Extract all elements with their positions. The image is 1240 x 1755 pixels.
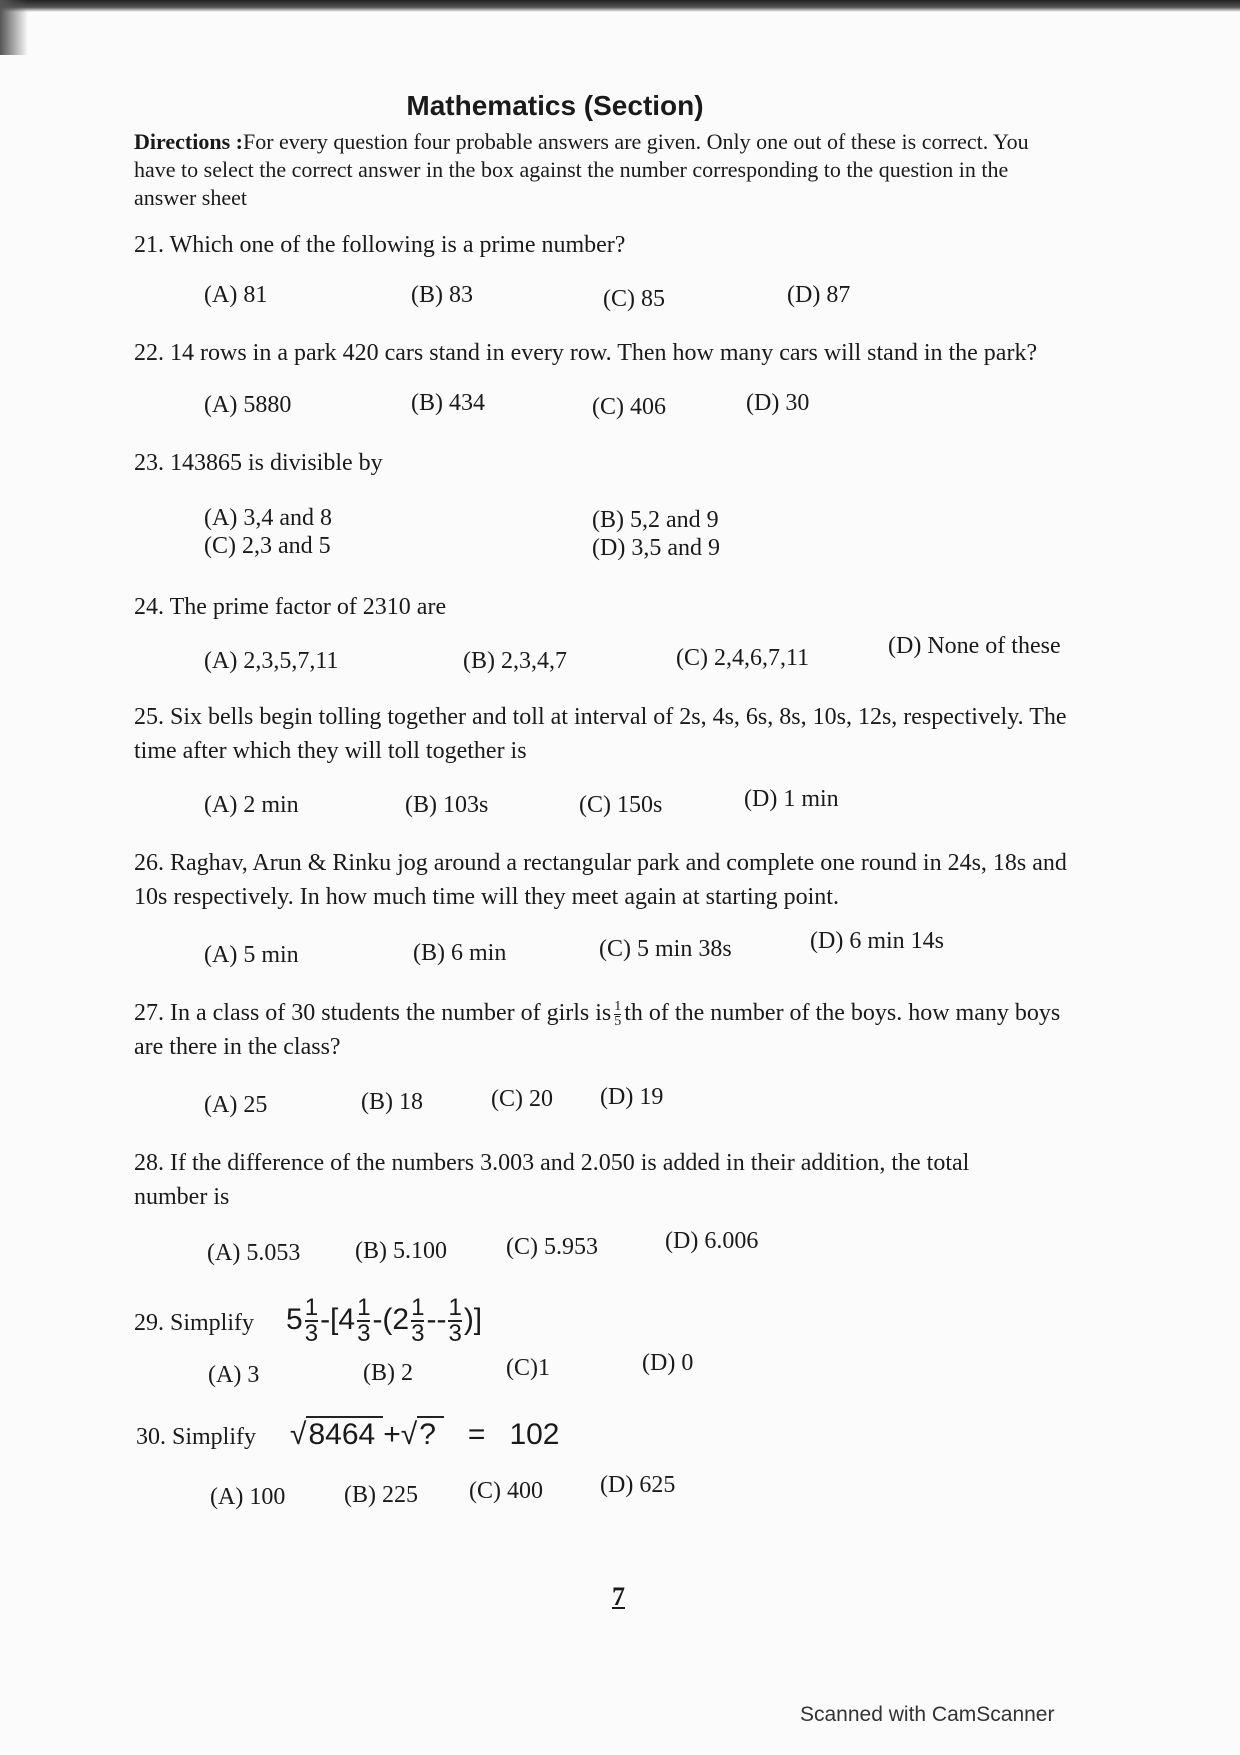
fraction [411, 1296, 424, 1346]
denominator: 3 [304, 1320, 319, 1347]
option: (A) 2,3,5,7,11 [204, 648, 339, 674]
option: (D) 625 [600, 1472, 676, 1498]
option: (C) 20 [491, 1086, 553, 1112]
directions-label: Directions : [134, 129, 243, 154]
numerator: 1 [614, 998, 622, 1014]
option: (B) 5,2 and 9 [592, 507, 719, 533]
denominator: 3 [411, 1320, 425, 1347]
scan-edge [0, 0, 28, 55]
option: (D) None of these [888, 633, 1061, 659]
result: 102 [509, 1418, 560, 1451]
option: (B) 434 [411, 390, 485, 416]
option: (C) 2,3 and 5 [204, 533, 331, 559]
option: (D) 3,5 and 9 [592, 535, 720, 561]
question-22: 22. 14 rows in a park 420 cars stand in every row. Then how many cars will stand in the park? [134, 340, 1038, 366]
option: (C) 5.953 [506, 1234, 598, 1260]
question-text: 27. In a class of 30 students the number of girls is [134, 1000, 612, 1026]
numerator: 1 [411, 1294, 425, 1321]
directions-text: For every question four probable answers are given. Only one out of these is correct. You have to select the correct answer in the box against the number corresponding to the question in the answer sheet [134, 129, 1029, 210]
option: (B) 5.100 [355, 1238, 447, 1264]
option: (A) 81 [204, 282, 268, 308]
denominator: 3 [357, 1320, 371, 1347]
question-label: 29. Simplify [134, 1309, 255, 1336]
option: (D) 0 [642, 1350, 694, 1376]
option: (A) 2 min [204, 792, 299, 818]
whole: 2 [392, 1302, 410, 1336]
denominator: 3 [448, 1320, 462, 1347]
operator: -- [426, 1302, 447, 1336]
option: (D) 1 min [744, 786, 839, 812]
question-label: 30. Simplify [136, 1424, 257, 1450]
numerator: 1 [357, 1294, 371, 1321]
option: (D) 19 [600, 1084, 664, 1110]
option: (B) 18 [361, 1089, 423, 1115]
fraction [305, 1296, 318, 1346]
option: (C) 5 min 38s [599, 936, 732, 962]
option: (C)1 [506, 1355, 550, 1381]
option: (C) 400 [469, 1478, 543, 1504]
whole: 5 [286, 1302, 303, 1336]
option: (B) 225 [344, 1482, 418, 1508]
denominator: 5 [614, 1013, 622, 1029]
option: (D) 6.006 [665, 1228, 759, 1254]
question-text: th of the number of the boys. how many boys are there in the class? [134, 1000, 1061, 1060]
question-21: 21. Which one of the following is a prime number? [134, 232, 626, 258]
option: (C) 150s [579, 792, 663, 818]
option: (A) 5.053 [207, 1240, 301, 1266]
question-26: 26. Raghav, Arun & Rinku jog around a rectangular park and complete one round in 24s, 18s and 10s respectively. In how much time will they meet again at starting point. [134, 850, 1067, 910]
sqrt-sign: √ [290, 1418, 307, 1451]
page-title: Mathematics (Section) [406, 90, 704, 121]
option: (B) 2,3,4,7 [463, 648, 567, 674]
operator: +√ [383, 1418, 418, 1451]
radicand: 8464 [306, 1416, 383, 1451]
option: (C) 406 [592, 394, 666, 420]
question-28: 28. If the difference of the numbers 3.003 and 2.050 is added in their addition, the total number is [134, 1150, 970, 1210]
radicand: ? [417, 1416, 444, 1451]
operator: -[ [320, 1302, 339, 1336]
option: (C) 2,4,6,7,11 [676, 645, 810, 671]
scan-edge [0, 0, 1240, 12]
option: (A) 5880 [204, 392, 292, 418]
question-23: 23. 143865 is divisible by [134, 450, 383, 476]
option: (B) 103s [405, 792, 489, 818]
option: (B) 6 min [413, 940, 507, 966]
fraction [357, 1296, 370, 1346]
camscanner-watermark: Scanned with CamScanner [800, 1703, 1055, 1726]
equals: = [467, 1418, 486, 1451]
fraction [448, 1296, 461, 1346]
math-expression [290, 1418, 559, 1451]
fraction [614, 1000, 621, 1029]
option: (D) 87 [787, 282, 851, 308]
question-25: 25. Six bells begin tolling together and toll at interval of 2s, 4s, 6s, 8s, 10s, 12s, respectively. The time after which they will toll together is [134, 704, 1067, 764]
whole: 4 [338, 1302, 356, 1336]
option: (C) 85 [603, 286, 665, 312]
option: (B) 83 [411, 282, 473, 308]
operator: -( [372, 1302, 393, 1336]
page-number: 7 [612, 1582, 625, 1611]
option: (B) 2 [363, 1360, 413, 1386]
option: (A) 3,4 and 8 [204, 505, 332, 531]
question-29 [134, 1296, 482, 1346]
option: (A) 100 [210, 1484, 286, 1510]
directions [134, 128, 1054, 212]
question-24: 24. The prime factor of 2310 are [134, 594, 447, 620]
operator: )] [463, 1302, 483, 1336]
option: (A) 3 [208, 1362, 260, 1388]
numerator: 1 [448, 1294, 462, 1321]
question-30 [136, 1418, 560, 1452]
option: (A) 5 min [204, 942, 299, 968]
option: (A) 25 [204, 1092, 268, 1118]
math-expression [286, 1294, 483, 1347]
numerator: 1 [304, 1294, 319, 1321]
question-27 [134, 996, 1094, 1064]
option: (D) 30 [746, 390, 810, 416]
option: (D) 6 min 14s [810, 928, 944, 954]
